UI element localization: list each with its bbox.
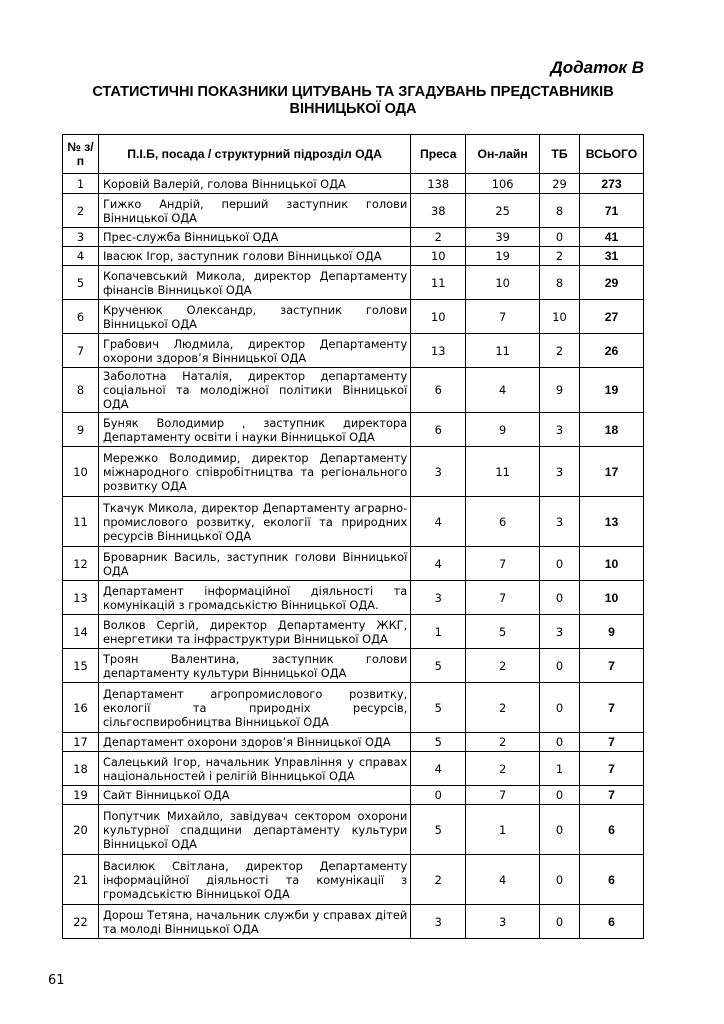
row-press: 0: [411, 786, 466, 805]
row-number: 20: [63, 805, 99, 855]
header-press: Преса: [411, 135, 466, 174]
table-row: [63, 413, 644, 447]
row-tv: 2: [540, 247, 580, 266]
table-row: [63, 805, 644, 855]
row-number: 22: [63, 905, 99, 939]
row-tv: 9: [540, 368, 580, 413]
row-online: 5: [466, 615, 540, 649]
row-press: 6: [411, 368, 466, 413]
page-number: 61: [48, 973, 65, 988]
row-total: 6: [579, 905, 643, 939]
row-online: 2: [466, 683, 540, 733]
row-press: 10: [411, 300, 466, 334]
table-row: [63, 497, 644, 547]
row-press: 5: [411, 683, 466, 733]
row-tv: 3: [540, 447, 580, 497]
row-tv: 2: [540, 334, 580, 368]
row-number: 18: [63, 752, 99, 786]
row-online: 7: [466, 547, 540, 581]
row-press: 5: [411, 733, 466, 752]
row-number: 19: [63, 786, 99, 805]
row-total: 18: [579, 413, 643, 447]
table-row: [63, 786, 644, 805]
table-row: [63, 615, 644, 649]
row-total: 10: [579, 581, 643, 615]
row-tv: 0: [540, 228, 580, 247]
row-press: 5: [411, 805, 466, 855]
table-row: [63, 300, 644, 334]
row-online: 11: [466, 334, 540, 368]
row-name: Василюк Світлана, директор Департаменту інформаційної діяльності та комунікації з громадськістю Вінницької ОДА: [98, 855, 410, 905]
row-press: 10: [411, 247, 466, 266]
row-total: 6: [579, 855, 643, 905]
row-total: 27: [579, 300, 643, 334]
row-tv: 0: [540, 649, 580, 683]
row-online: 7: [466, 786, 540, 805]
row-press: 38: [411, 194, 466, 228]
row-press: 3: [411, 905, 466, 939]
row-press: 3: [411, 447, 466, 497]
row-online: 6: [466, 497, 540, 547]
table-row: [63, 228, 644, 247]
row-total: 7: [579, 649, 643, 683]
row-name: Крученюк Олександр, заступник голови Вінницької ОДА: [98, 300, 410, 334]
row-total: 71: [579, 194, 643, 228]
row-total: 31: [579, 247, 643, 266]
row-press: 4: [411, 547, 466, 581]
row-total: 7: [579, 683, 643, 733]
row-press: 4: [411, 497, 466, 547]
row-tv: 0: [540, 855, 580, 905]
row-online: 2: [466, 649, 540, 683]
row-tv: 3: [540, 615, 580, 649]
header-tv: ТБ: [540, 135, 580, 174]
row-name: Коровій Валерій, голова Вінницької ОДА: [98, 174, 410, 194]
row-online: 25: [466, 194, 540, 228]
table-row: [63, 752, 644, 786]
row-name: Копачевський Микола, директор Департаменту фінансів Вінницької ОДА: [98, 266, 410, 300]
row-name: Ткачук Микола, директор Департаменту аграрно-промислового розвитку, екології та природних ресурсів Вінницької ОДА: [98, 497, 410, 547]
row-press: 2: [411, 855, 466, 905]
row-number: 6: [63, 300, 99, 334]
row-tv: 0: [540, 547, 580, 581]
row-tv: 0: [540, 733, 580, 752]
row-total: 26: [579, 334, 643, 368]
header-num: № з/п: [63, 135, 99, 174]
row-online: 7: [466, 581, 540, 615]
row-online: 2: [466, 733, 540, 752]
row-number: 12: [63, 547, 99, 581]
row-number: 7: [63, 334, 99, 368]
row-name: Троян Валентина, заступник голови департаменту культури Вінницької ОДА: [98, 649, 410, 683]
row-online: 39: [466, 228, 540, 247]
row-total: 17: [579, 447, 643, 497]
row-number: 14: [63, 615, 99, 649]
citation-stats-table: [62, 134, 644, 939]
row-number: 11: [63, 497, 99, 547]
table-row: [63, 447, 644, 497]
row-total: 273: [579, 174, 643, 194]
row-name: Заболотна Наталія, директор департаменту соціальної та молодіжної політики Вінницької ОДА: [98, 368, 410, 413]
row-press: 5: [411, 649, 466, 683]
row-online: 2: [466, 752, 540, 786]
row-number: 8: [63, 368, 99, 413]
row-press: 11: [411, 266, 466, 300]
row-number: 1: [63, 174, 99, 194]
table-row: [63, 174, 644, 194]
row-number: 5: [63, 266, 99, 300]
row-total: 41: [579, 228, 643, 247]
row-press: 138: [411, 174, 466, 194]
row-tv: 0: [540, 786, 580, 805]
header-online: Он-лайн: [466, 135, 540, 174]
row-press: 3: [411, 581, 466, 615]
table-row: [63, 683, 644, 733]
row-name: Салецький Ігор, начальник Управління у справах національностей і релігій Вінницької ОДА: [98, 752, 410, 786]
row-name: Департамент охорони здоров’я Вінницької ОДА: [98, 733, 410, 752]
row-name: Дорош Тетяна, начальник служби у справах дітей та молоді Вінницької ОДА: [98, 905, 410, 939]
row-number: 4: [63, 247, 99, 266]
table-row: [63, 649, 644, 683]
row-total: 7: [579, 752, 643, 786]
row-total: 9: [579, 615, 643, 649]
row-total: 19: [579, 368, 643, 413]
row-press: 6: [411, 413, 466, 447]
row-online: 9: [466, 413, 540, 447]
document-title: СТАТИСТИЧНІ ПОКАЗНИКИ ЦИТУВАНЬ ТА ЗГАДУВАНЬ ПРЕДСТАВНИКІВ ВІННИЦЬКОЇ ОДА: [92, 84, 614, 117]
row-name: Попутчик Михайло, завідувач сектором охорони культурної спадщини департаменту культури Вінницької ОДА: [98, 805, 410, 855]
row-online: 7: [466, 300, 540, 334]
table-row: [63, 266, 644, 300]
row-name: Волков Сергій, директор Департаменту ЖКГ, енергетики та інфраструктури Вінницької ОДА: [98, 615, 410, 649]
table-row: [63, 733, 644, 752]
row-tv: 29: [540, 174, 580, 194]
table-row: [63, 247, 644, 266]
row-tv: 8: [540, 194, 580, 228]
row-number: 10: [63, 447, 99, 497]
row-name: Мережко Володимир, директор Департаменту міжнародного співробітництва та регіонального розвитку ОДА: [98, 447, 410, 497]
row-tv: 3: [540, 497, 580, 547]
row-tv: 0: [540, 905, 580, 939]
row-name: Прес-служба Вінницької ОДА: [98, 228, 410, 247]
row-press: 1: [411, 615, 466, 649]
row-total: 7: [579, 733, 643, 752]
row-total: 29: [579, 266, 643, 300]
row-name: Броварник Василь, заступник голови Вінницької ОДА: [98, 547, 410, 581]
row-number: 3: [63, 228, 99, 247]
table-row: [63, 368, 644, 413]
row-tv: 1: [540, 752, 580, 786]
row-press: 4: [411, 752, 466, 786]
row-online: 10: [466, 266, 540, 300]
row-number: 15: [63, 649, 99, 683]
row-total: 7: [579, 786, 643, 805]
row-online: 106: [466, 174, 540, 194]
header-total: ВСЬОГО: [579, 135, 643, 174]
table-row: [63, 581, 644, 615]
row-name: Івасюк Ігор, заступник голови Вінницької ОДА: [98, 247, 410, 266]
row-tv: 10: [540, 300, 580, 334]
row-name: Департамент агропромислового розвитку, екології та природніх ресурсів, сільгоспвиробництва Вінницької ОДА: [98, 683, 410, 733]
header-name: П.І.Б, посада / структурний підрозділ ОДА: [98, 135, 410, 174]
row-online: 4: [466, 368, 540, 413]
row-name: Гижко Андрій, перший заступник голови Вінницької ОДА: [98, 194, 410, 228]
row-number: 2: [63, 194, 99, 228]
row-number: 21: [63, 855, 99, 905]
table-header-row: [63, 135, 644, 174]
table-row: [63, 905, 644, 939]
row-total: 13: [579, 497, 643, 547]
row-total: 10: [579, 547, 643, 581]
table-row: [63, 547, 644, 581]
table-row: [63, 334, 644, 368]
row-online: 3: [466, 905, 540, 939]
row-online: 4: [466, 855, 540, 905]
row-online: 11: [466, 447, 540, 497]
row-number: 16: [63, 683, 99, 733]
row-press: 13: [411, 334, 466, 368]
row-tv: 0: [540, 581, 580, 615]
row-name: Сайт Вінницької ОДА: [98, 786, 410, 805]
row-online: 1: [466, 805, 540, 855]
row-number: 17: [63, 733, 99, 752]
table-row: [63, 855, 644, 905]
row-total: 6: [579, 805, 643, 855]
row-tv: 0: [540, 805, 580, 855]
row-number: 13: [63, 581, 99, 615]
row-press: 2: [411, 228, 466, 247]
row-tv: 0: [540, 683, 580, 733]
table-row: [63, 194, 644, 228]
appendix-label: Додаток В: [550, 58, 644, 77]
row-tv: 3: [540, 413, 580, 447]
row-name: Грабович Людмила, директор Департаменту охорони здоров’я Вінницької ОДА: [98, 334, 410, 368]
row-number: 9: [63, 413, 99, 447]
row-name: Департамент інформаційної діяльності та комунікацій з громадськістю Вінницької ОДА.: [98, 581, 410, 615]
row-tv: 8: [540, 266, 580, 300]
row-name: Буняк Володимир , заступник директора Департаменту освіти і науки Вінницької ОДА: [98, 413, 410, 447]
row-online: 19: [466, 247, 540, 266]
